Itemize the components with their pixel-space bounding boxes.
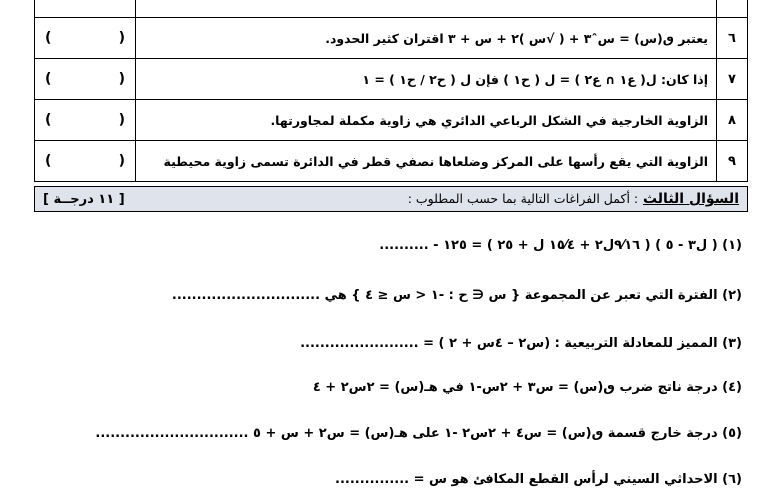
- question-number: [717, 0, 748, 18]
- paren-close: ): [118, 153, 125, 169]
- table-row: [35, 0, 748, 18]
- statement-text: إذا كان: ل( ع١ ∩ ع٢ ) = ل ( ح١ ) فإن ل ( ح٢ / ح١ ) = ١: [136, 59, 717, 100]
- answer-box[interactable]: [35, 100, 136, 141]
- fill-item[interactable]: (١) ( ل٣ - ٥ ) ( ٩⁄١٦ل٢ + ١٥⁄٤ ل + ٢٥ ) = ١٢٥ - ..........: [379, 238, 742, 253]
- table-row: [35, 59, 748, 100]
- answer-box[interactable]: [35, 0, 136, 18]
- true-false-table: [34, 0, 748, 182]
- paren-close: ): [118, 112, 125, 128]
- fill-item[interactable]: (٢) الفترة التي تعبر عن المجموعة { س ∈ ح : -١ < س ≤ ٤ } هي ..............................: [171, 288, 742, 303]
- fill-item[interactable]: (٥) درجة خارج قسمة ٯ(س) = س٤ + ٢س٢ -١ على هـ(س) = س٢ + س + ٥ ...............................: [95, 426, 742, 441]
- statement-text: الزاوية التي يقع رأسها على المركز وضلعاها نصفي قطر في الدائرة تسمى زاوية محيطية: [136, 141, 717, 182]
- statement-text: الزاوية الخارجية في الشكل الرباعي الدائري هي زاوية مكملة لمجاورتها.: [136, 100, 717, 141]
- answer-box[interactable]: [35, 59, 136, 100]
- paren-open: (: [45, 30, 52, 46]
- section-title-group: [408, 191, 739, 207]
- paren-close: ): [118, 30, 125, 46]
- paren-open: (: [45, 153, 52, 169]
- fill-item[interactable]: (٣) المميز للمعادلة التربيعية : (س٢ – ٤س + ٢ ) = ........................: [300, 336, 742, 351]
- paren-close: ): [118, 71, 125, 87]
- answer-box[interactable]: [35, 141, 136, 182]
- fill-item[interactable]: (٤) درجة ناتج ضرب ٯ(س) = س٣ + ٢س-١ في هـ(س) = ٢س٢ + ٤: [312, 380, 742, 395]
- table-row: [35, 100, 748, 141]
- table-row: [35, 141, 748, 182]
- section-instruction: : أكمل الفراغات التالية بما حسب المطلوب :: [407, 191, 639, 206]
- marks-label: [ ١١ درجــة ]: [43, 191, 125, 207]
- paren-open: (: [45, 71, 52, 87]
- statement-text: يعتبر ٯ(س) = سˆ٣ + ( √س )٢ + س + ٣ اقتران كثير الحدود.: [136, 18, 717, 59]
- question-number: ٦: [717, 18, 748, 59]
- paren-open: (: [45, 112, 52, 128]
- question-number: ٨: [717, 100, 748, 141]
- section-title: السؤال الثالث: [642, 191, 739, 207]
- answer-box[interactable]: [35, 18, 136, 59]
- table-row: [35, 18, 748, 59]
- fill-item[interactable]: (٦) الاحداثي السيني لرأس القطع المكافئ هو س = ...............: [335, 472, 742, 487]
- statement-text: [136, 0, 717, 18]
- section-header: [34, 186, 748, 212]
- question-number: ٩: [717, 141, 748, 182]
- question-number: ٧: [717, 59, 748, 100]
